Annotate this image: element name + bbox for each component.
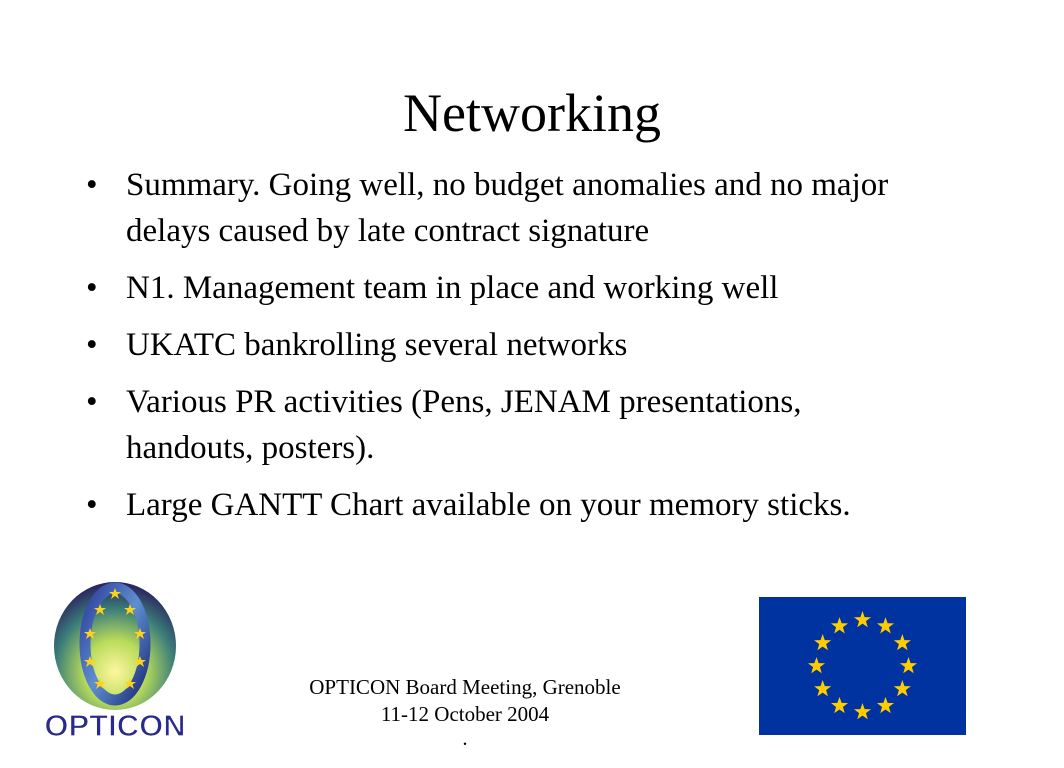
bullet-text: Large GANTT Chart available on your memory sticks. [126,487,851,523]
bullet-text: Summary. Going well, no budget anomalies and no major delays caused by late contract signature [126,167,889,249]
footer-event: OPTICON Board Meeting, Grenoble [309,675,621,699]
footer [265,674,665,748]
bullet-item [86,322,936,368]
bullet-list [86,162,936,539]
bullet-item [86,379,936,471]
bullet-icon: • [86,327,98,363]
bullet-item [86,265,936,311]
bullet-icon: • [86,167,98,203]
bullet-item [86,162,936,254]
bullet-item [86,482,936,528]
bullet-text: N1. Management team in place and working well [126,270,779,306]
footer-date: 11-12 October 2004 [380,702,550,726]
opticon-logo-icon [44,580,186,743]
footer-dot: . [462,726,468,750]
bullet-icon: • [86,487,98,523]
eu-flag-icon [759,597,966,735]
opticon-wordmark: OPTICON [44,708,186,743]
slide-title: Networking [403,83,661,143]
bullet-icon: • [86,270,98,306]
bullet-icon: • [86,384,98,420]
bullet-text: Various PR activities (Pens, JENAM presentations, handouts, posters). [126,384,802,466]
bullet-text: UKATC bankrolling several networks [126,327,628,363]
